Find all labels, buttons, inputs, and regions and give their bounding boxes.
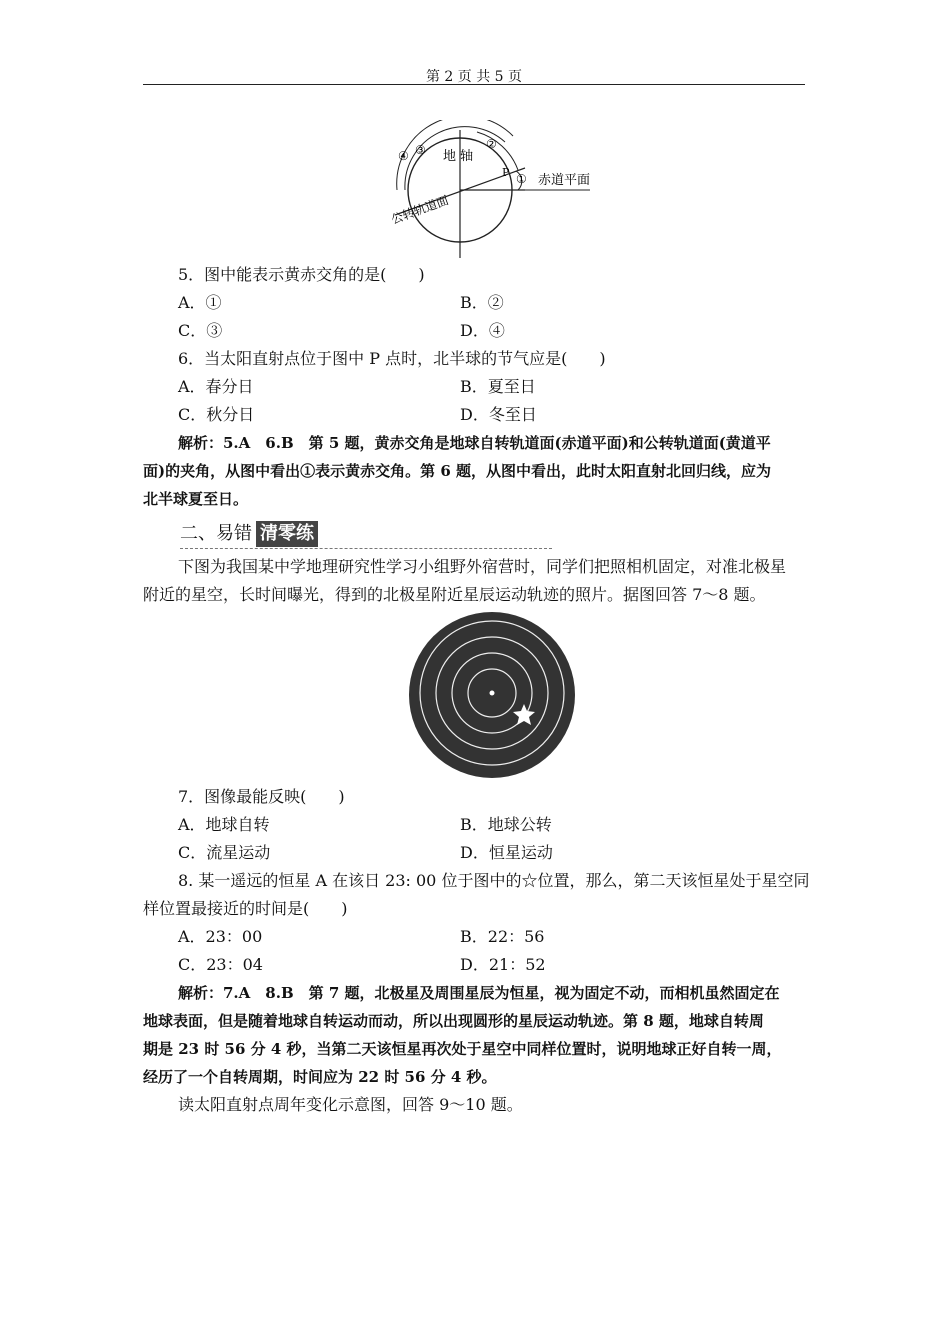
- marker-1: ①: [516, 172, 527, 186]
- q5-option-c: C．③: [178, 321, 223, 340]
- header-rule: [143, 84, 805, 85]
- q6-option-c: C．秋分日: [178, 405, 255, 424]
- q5-option-b: B．②: [460, 293, 504, 312]
- q5-stem: 5．图中能表示黄赤交角的是( ): [178, 265, 425, 284]
- q6-option-a: A．春分日: [178, 377, 254, 396]
- analysis2-line1: 解析：7.A 8.B 第 7 题，北极星及周围星辰为恒星，视为固定不动，而相机虽然固定在: [178, 984, 780, 1002]
- q8-line1: 8. 某一遥远的恒星 A 在该日 23: 00 位于图中的☆位置，那么，第二天该恒星处于星空同: [178, 871, 810, 890]
- obliquity-diagram: [385, 120, 605, 260]
- q8-option-a: A．23：00: [178, 927, 263, 946]
- q8-option-b: B．22：56: [460, 927, 545, 946]
- q6-option-d: D．冬至日: [460, 405, 537, 424]
- marker-3: ③: [415, 143, 426, 157]
- analysis2-line2: 地球表面，但是随着地球自转运动而动，所以出现圆形的星辰运动轨迹。第 8 题，地球自转周: [143, 1012, 764, 1030]
- q8-option-c: C．23：04: [178, 955, 263, 974]
- point-p-label: P: [502, 166, 510, 179]
- polaris-dot: [490, 691, 495, 696]
- closing-line: 读太阳直射点周年变化示意图，回答 9～10 题。: [178, 1095, 523, 1114]
- q7-stem: 7．图像最能反映( ): [178, 787, 345, 806]
- q5-option-d: D．④: [460, 321, 505, 340]
- q7-option-a: A．地球自转: [178, 815, 270, 834]
- intro-line1: 下图为我国某中学地理研究性学习小组野外宿营时，同学们把照相机固定，对准北极星: [178, 557, 787, 576]
- arc-2: [477, 132, 518, 170]
- q7-option-b: B．地球公转: [460, 815, 552, 834]
- q8-line2: 样位置最接近的时间是( ): [143, 899, 348, 918]
- q5-option-a: A．①: [178, 293, 222, 312]
- axis-label: 地 轴: [443, 149, 474, 164]
- q7-option-d: D．恒星运动: [460, 843, 553, 862]
- q6-stem: 6．当太阳直射点位于图中 P 点时，北半球的节气应是( ): [178, 349, 606, 368]
- q7-option-c: C．流星运动: [178, 843, 271, 862]
- q6-option-b: B．夏至日: [460, 377, 536, 396]
- q8-option-d: D．21：52: [460, 955, 546, 974]
- analysis1-line2: 面)的夹角，从图中看出①表示黄赤交角。第 6 题，从图中看出，此时太阳直射北回归线，应为: [143, 462, 771, 480]
- equator-plane-label: 赤道平面: [538, 173, 591, 188]
- analysis2-line4: 经历了一个自转周期，时间应为 22 时 56 分 4 秒。: [143, 1068, 497, 1086]
- intro-line2: 附近的星空，长时间曝光，得到的北极星附近星辰运动轨迹的照片。据图回答 7～8 题。: [143, 585, 766, 604]
- analysis1-line3: 北半球夏至日。: [143, 490, 249, 508]
- analysis2-line3: 期是 23 时 56 分 4 秒，当第二天该恒星再次处于星空中同样位置时，说明地球正好自转一周，: [143, 1040, 782, 1058]
- marker-4: ④: [398, 149, 409, 163]
- section-prefix: 二、易错: [180, 523, 252, 544]
- orbit-plane-label: 公转轨道面: [389, 193, 451, 227]
- marker-2: ②: [486, 137, 497, 151]
- section-heading: [180, 521, 318, 547]
- star-trail-photo: [408, 611, 576, 779]
- analysis1-line1: 解析：5.A 6.B 第 5 题，黄赤交角是地球自转轨道面(赤道平面)和公转轨道面(黄道平: [178, 434, 771, 452]
- section-tag: 清零练: [256, 521, 318, 547]
- section-divider: [180, 548, 552, 549]
- page-header: 第 2 页 共 5 页: [425, 69, 523, 85]
